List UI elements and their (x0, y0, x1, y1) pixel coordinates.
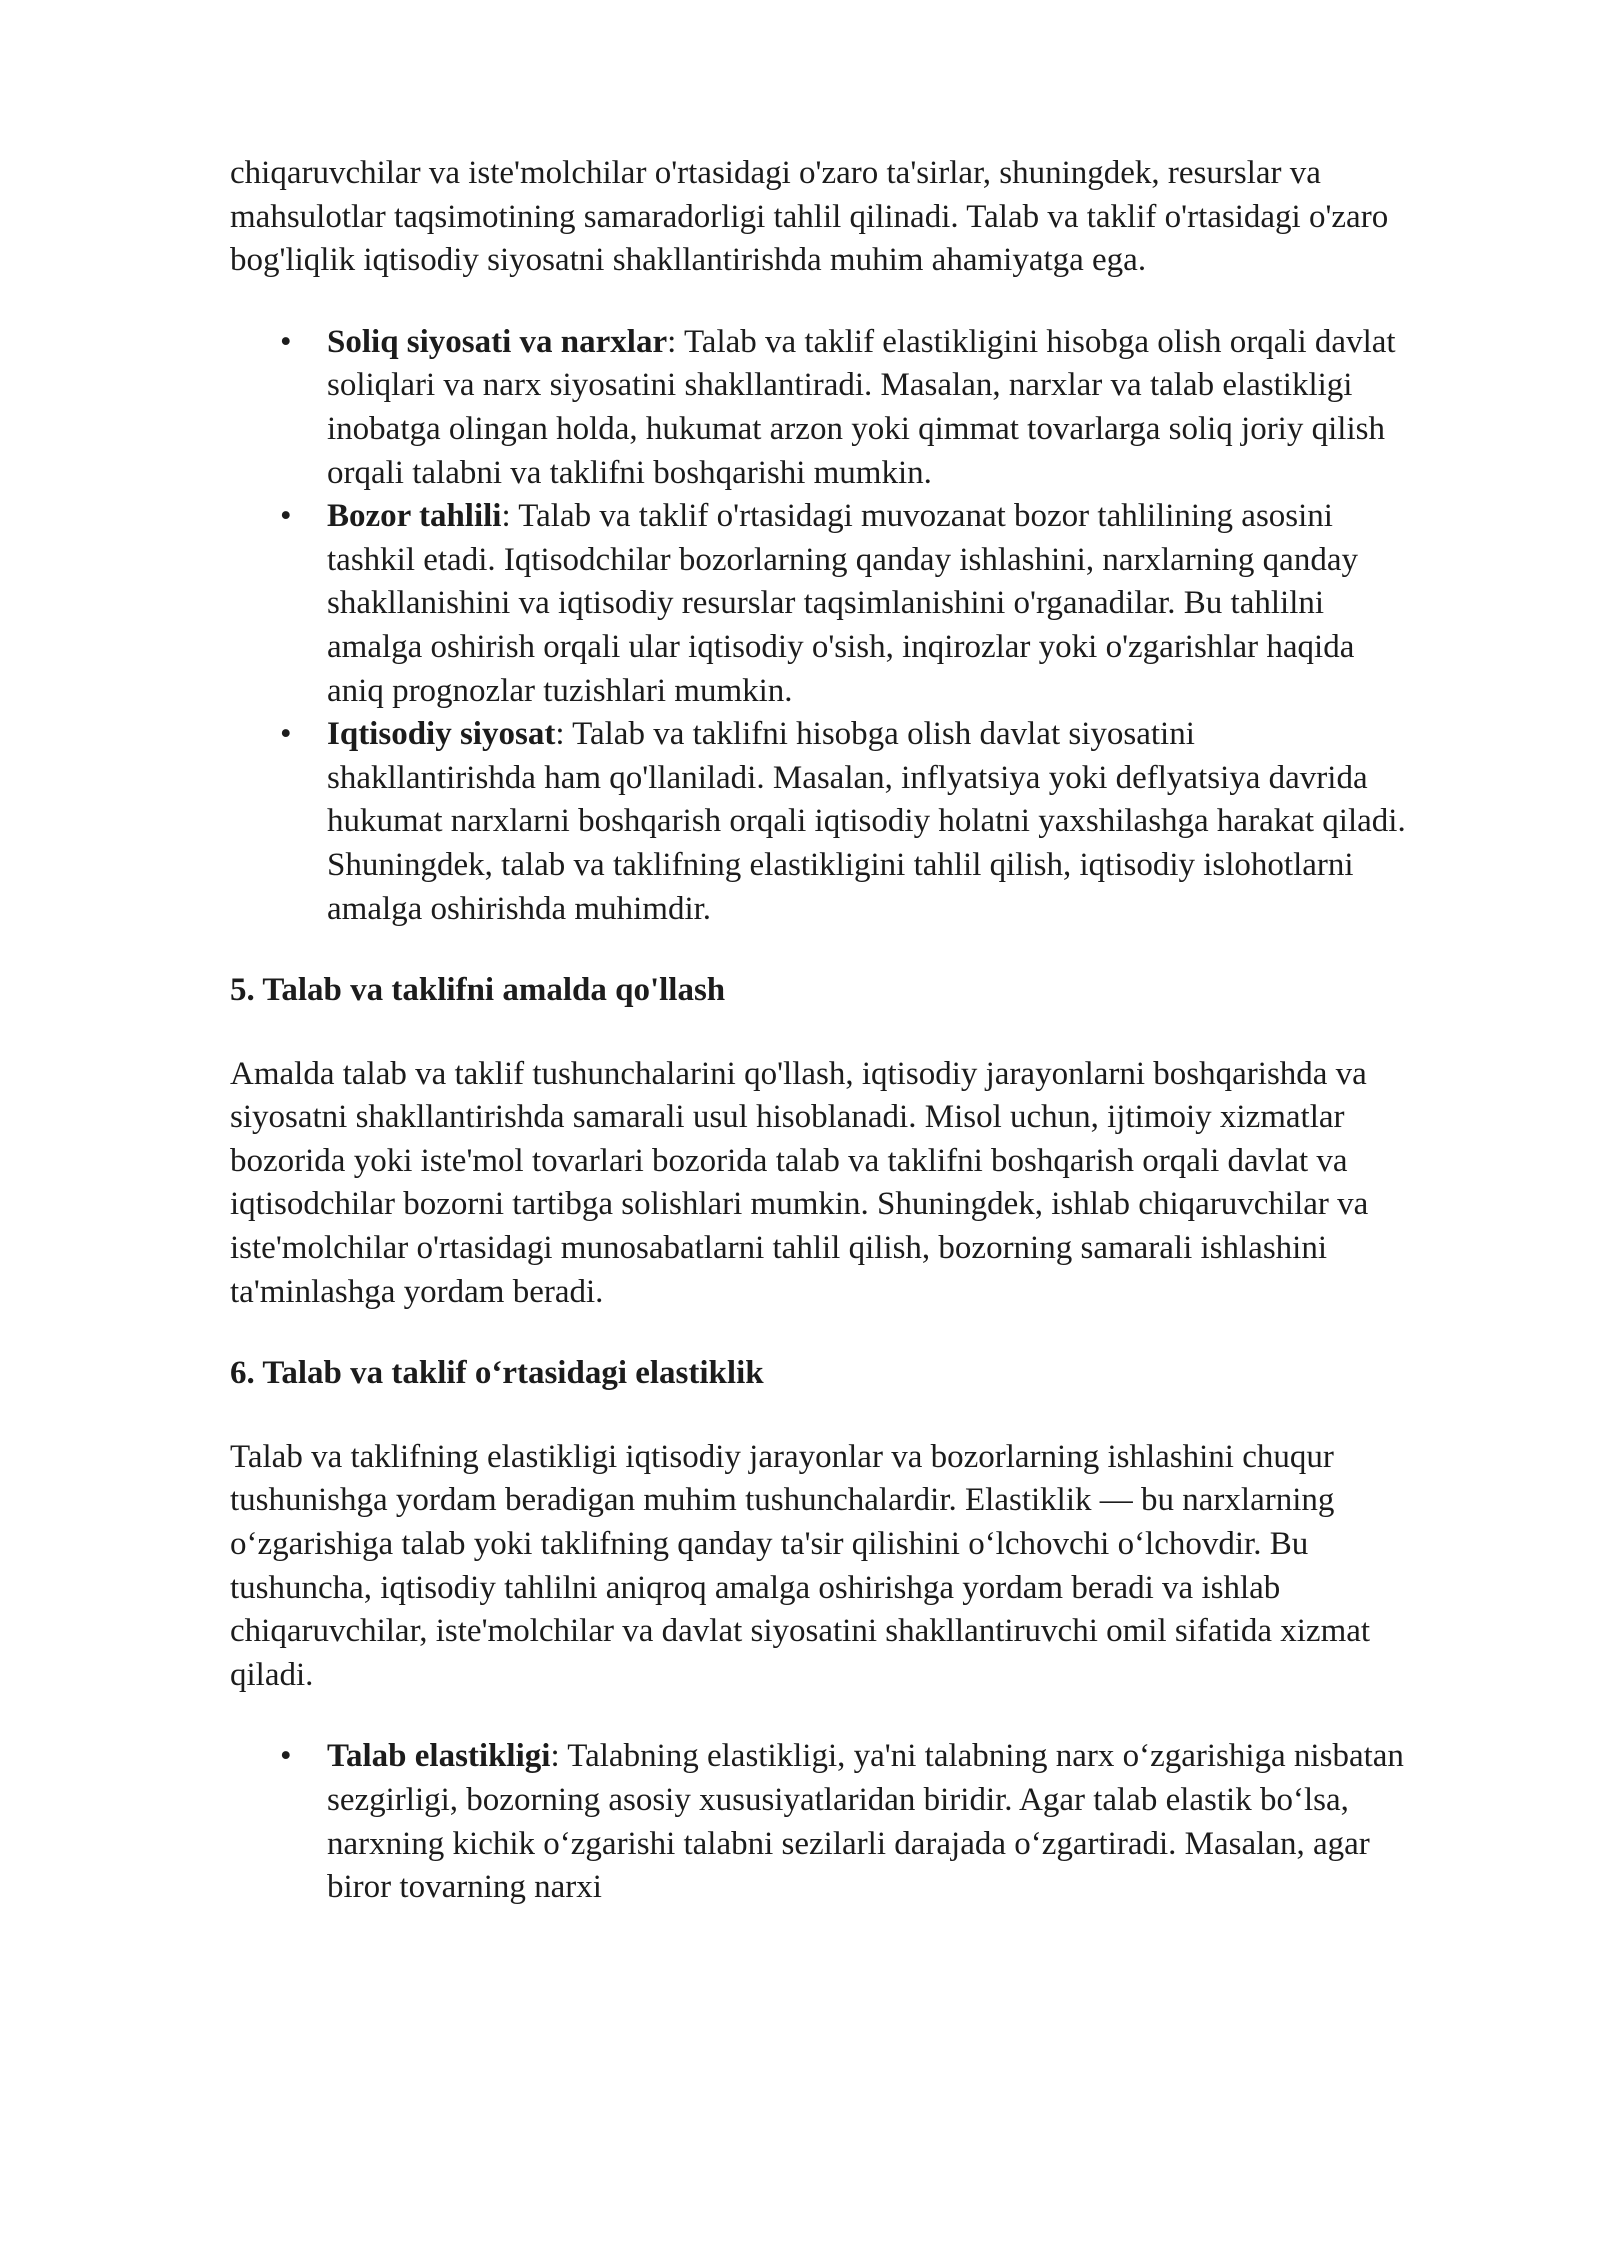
list-item-text: : Talab va taklif o'rtasidagi muvozanat bozor tahlilining asosini tashkil etadi. Iqtisodchilar bozorlarning qanday ishlashini, narxlarning qanday shakllanishini va iqtisodiy resurslar taqsimlanishini o'rganadilar. Bu tahlilni amalga oshirish orqali ular iqtisodiy o'sish, inqirozlar yoki o'zgarishlar haqida aniq prognozlar tuzishlari mumkin. (327, 498, 1358, 709)
list-item-term: Bozor tahlili (327, 498, 502, 535)
list-item-term: Iqtisodiy siyosat (327, 716, 556, 753)
list-item (230, 1735, 1410, 1909)
bullet-list (230, 1735, 1410, 1909)
list-item-term: Talab elastikligi (327, 1738, 551, 1775)
section-paragraph: Talab va taklifning elastikligi iqtisodiy jarayonlar va bozorlarning ishlashini chuqur tushunishga yordam beradigan muhim tushunchalardir. Elastiklik — bu narxlarning o‘zgarishiga talab yoki taklifning qanday ta'sir qilishini o‘lchovchi o‘lchovdir. Bu tushuncha, iqtisodiy tahlilni aniqroq amalga oshirishga yordam beradi va ishlab chiqaruvchilar, iste'molchilar va davlat siyosatini shakllantiruvchi omil sifatida xizmat qiladi. (230, 1438, 1371, 1693)
list-item-text: : Talabning elastikligi, ya'ni talabning narx o‘zgarishiga nisbatan sezgirligi, bozorning asosiy xususiyatlaridan biridir. Agar talab elastik bo‘lsa, narxning kichik o‘zgarishi talabni sezilarli darajada o‘zgartiradi. Masalan, agar biror tovarning narxi (327, 1738, 1404, 1906)
section-heading: 6. Talab va taklif o‘rtasidagi elastiklik (230, 1355, 764, 1392)
list-item-text: : Talab va taklif elastikligini hisobga olish orqali davlat soliqlari va narx siyosatini shakllantiradi. Masalan, narxlar va talab elastikligi inobatga olingan holda, hukumat arzon yoki qimmat tovarlarga soliq joriy qilish orqali talabni va taklifni boshqarishi mumkin. (327, 323, 1396, 491)
bullet-list (230, 321, 1410, 931)
list-item (230, 713, 1410, 931)
intro-paragraph: chiqaruvchilar va iste'molchilar o'rtasidagi o'zaro ta'sirlar, shuningdek, resurslar va mahsulotlar taqsimotining samaradorligi tahlil qilinadi. Talab va taklif o'rtasidagi o'zaro bog'liqlik iqtisodiy siyosatni shakllantirishda muhim ahamiyatga ega. (230, 155, 1389, 279)
section-heading: 5. Talab va taklifni amalda qo'llash (230, 972, 726, 1009)
list-item (230, 495, 1410, 713)
list-item-term: Soliq siyosati va narxlar (327, 323, 668, 360)
document-page (230, 152, 1410, 1910)
section-paragraph: Amalda talab va taklif tushunchalarini qo'llash, iqtisodiy jarayonlarni boshqarishda va siyosatni shakllantirishda samarali usul hisoblanadi. Misol uchun, ijtimoiy xizmatlar bozorida yoki iste'mol tovarlari bozorida talab va taklifni boshqarish orqali davlat va iqtisodchilar bozorni tartibga solishlari mumkin. Shuningdek, ishlab chiqaruvchilar va iste'molchilar o'rtasidagi munosabatlarni tahlil qilish, bozorning samarali ishlashini ta'minlashga yordam beradi. (230, 1055, 1369, 1310)
list-item (230, 321, 1410, 495)
list-item-text: : Talab va taklifni hisobga olish davlat siyosatini shakllantirishda ham qo'llaniladi. Masalan, inflyatsiya yoki deflyatsiya davrida hukumat narxlarni boshqarish orqali iqtisodiy holatni yaxshilashga harakat qiladi. Shuningdek, talab va taklifning elastikligini tahlil qilish, iqtisodiy islohotlarni amalga oshirishda muhimdir. (327, 716, 1406, 927)
